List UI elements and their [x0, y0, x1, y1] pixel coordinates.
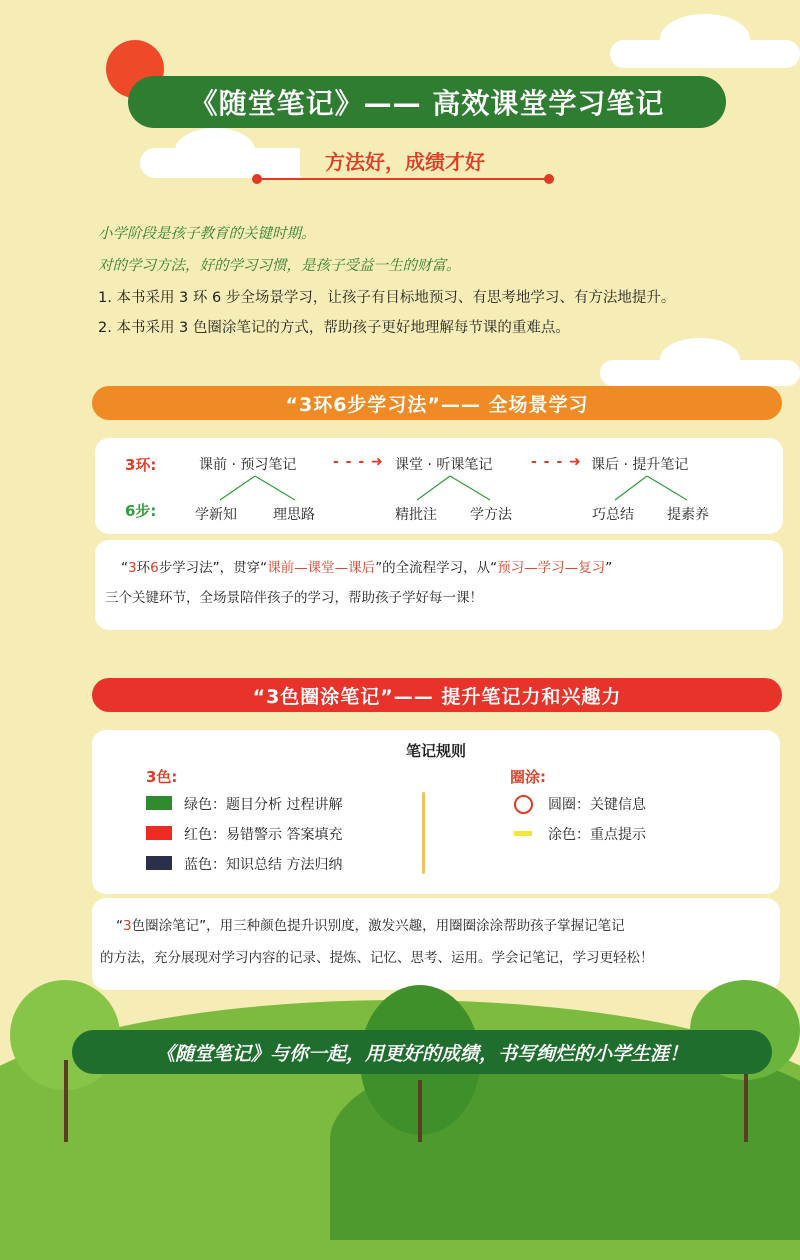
step-item: 巧总结	[592, 507, 634, 523]
color-rule: 绿色：题目分析 过程讲解	[184, 797, 343, 813]
page-title: 《随堂笔记》—— 高效课堂学习笔记	[128, 76, 726, 128]
section-bar-3-color-notes: “3色圈涂笔记”—— 提升笔记力和兴趣力	[92, 678, 782, 712]
cloud-decoration	[660, 338, 740, 380]
note-rules-card	[92, 730, 780, 894]
ring-after-class: 课后 · 提升笔记	[591, 457, 689, 473]
mark-rule: 圆圈：关键信息	[548, 797, 646, 813]
notes-description-line: “3色圈涂笔记”，用三种颜色提升识别度，激发兴趣，用圈圈涂涂帮助孩子掌握记笔记	[116, 918, 625, 934]
color-rule: 红色：易错警示 答案填充	[184, 827, 343, 843]
rules-title: 笔记规则	[405, 742, 466, 760]
step-item: 学方法	[470, 507, 512, 523]
step-item: 理思路	[273, 507, 315, 523]
intro-point: 2. 本书采用 3 色圈涂笔记的方式，帮助孩子更好地理解每节课的重难点。	[98, 320, 570, 336]
method-description-line: “3环6步学习法”，贯穿“课前—课堂—课后”的全流程学习，从“预习—学习—复习”	[121, 560, 613, 576]
rings-label: 3环:	[125, 456, 157, 474]
highlight-icon	[514, 831, 532, 836]
cloud-decoration	[175, 128, 255, 173]
cloud-decoration	[660, 14, 750, 64]
circle-icon	[514, 795, 533, 814]
color-rule: 蓝色：知识总结 方法归纳	[184, 857, 343, 873]
method-description-card	[95, 540, 783, 630]
step-item: 精批注	[395, 507, 437, 523]
marks-heading: 圈涂:	[510, 768, 546, 786]
tree-trunk	[64, 1060, 68, 1142]
colors-heading: 3色:	[146, 768, 178, 786]
method-description-line: 三个关键环节，全场景陪伴孩子的学习，帮助孩子学好每一课！	[105, 590, 483, 606]
steps-card	[95, 438, 783, 534]
step-item: 提素养	[667, 507, 709, 523]
notes-description-line: 的方法，充分展现对学习内容的记录、提炼、记忆、思考、运用。学会记笔记，学习更轻松！	[100, 950, 654, 966]
section-bar-3-rings-6-steps: “3环6步学习法”—— 全场景学习	[92, 386, 782, 420]
intro-line: 小学阶段是孩子教育的关键时期。	[98, 226, 316, 242]
page-subtitle: 方法好，成绩才好	[300, 146, 510, 176]
notes-description-card	[92, 898, 780, 990]
arrow-icon: - - - ➜	[531, 454, 582, 470]
steps-label: 6步:	[125, 502, 157, 520]
ring-in-class: 课堂 · 听课笔记	[395, 457, 493, 473]
subtitle-dot	[544, 174, 554, 184]
subtitle-underline	[258, 178, 548, 180]
footer-slogan: 《随堂笔记》与你一起，用更好的成绩，书写绚烂的小学生涯！	[72, 1030, 772, 1074]
ring-before-class: 课前 · 预习笔记	[199, 457, 297, 473]
intro-point: 1. 本书采用 3 环 6 步全场景学习，让孩子有目标地预习、有思考地学习、有方法地提升。	[98, 290, 676, 306]
step-item: 学新知	[195, 507, 237, 523]
blue-swatch	[146, 856, 172, 870]
tree-trunk	[418, 1080, 422, 1142]
arrow-icon: - - - ➜	[333, 454, 384, 470]
green-swatch	[146, 796, 172, 810]
subtitle-dot	[252, 174, 262, 184]
rules-divider	[422, 792, 425, 874]
red-swatch	[146, 826, 172, 840]
intro-line: 对的学习方法，好的学习习惯，是孩子受益一生的财富。	[98, 258, 461, 274]
mark-rule: 涂色：重点提示	[548, 827, 646, 843]
